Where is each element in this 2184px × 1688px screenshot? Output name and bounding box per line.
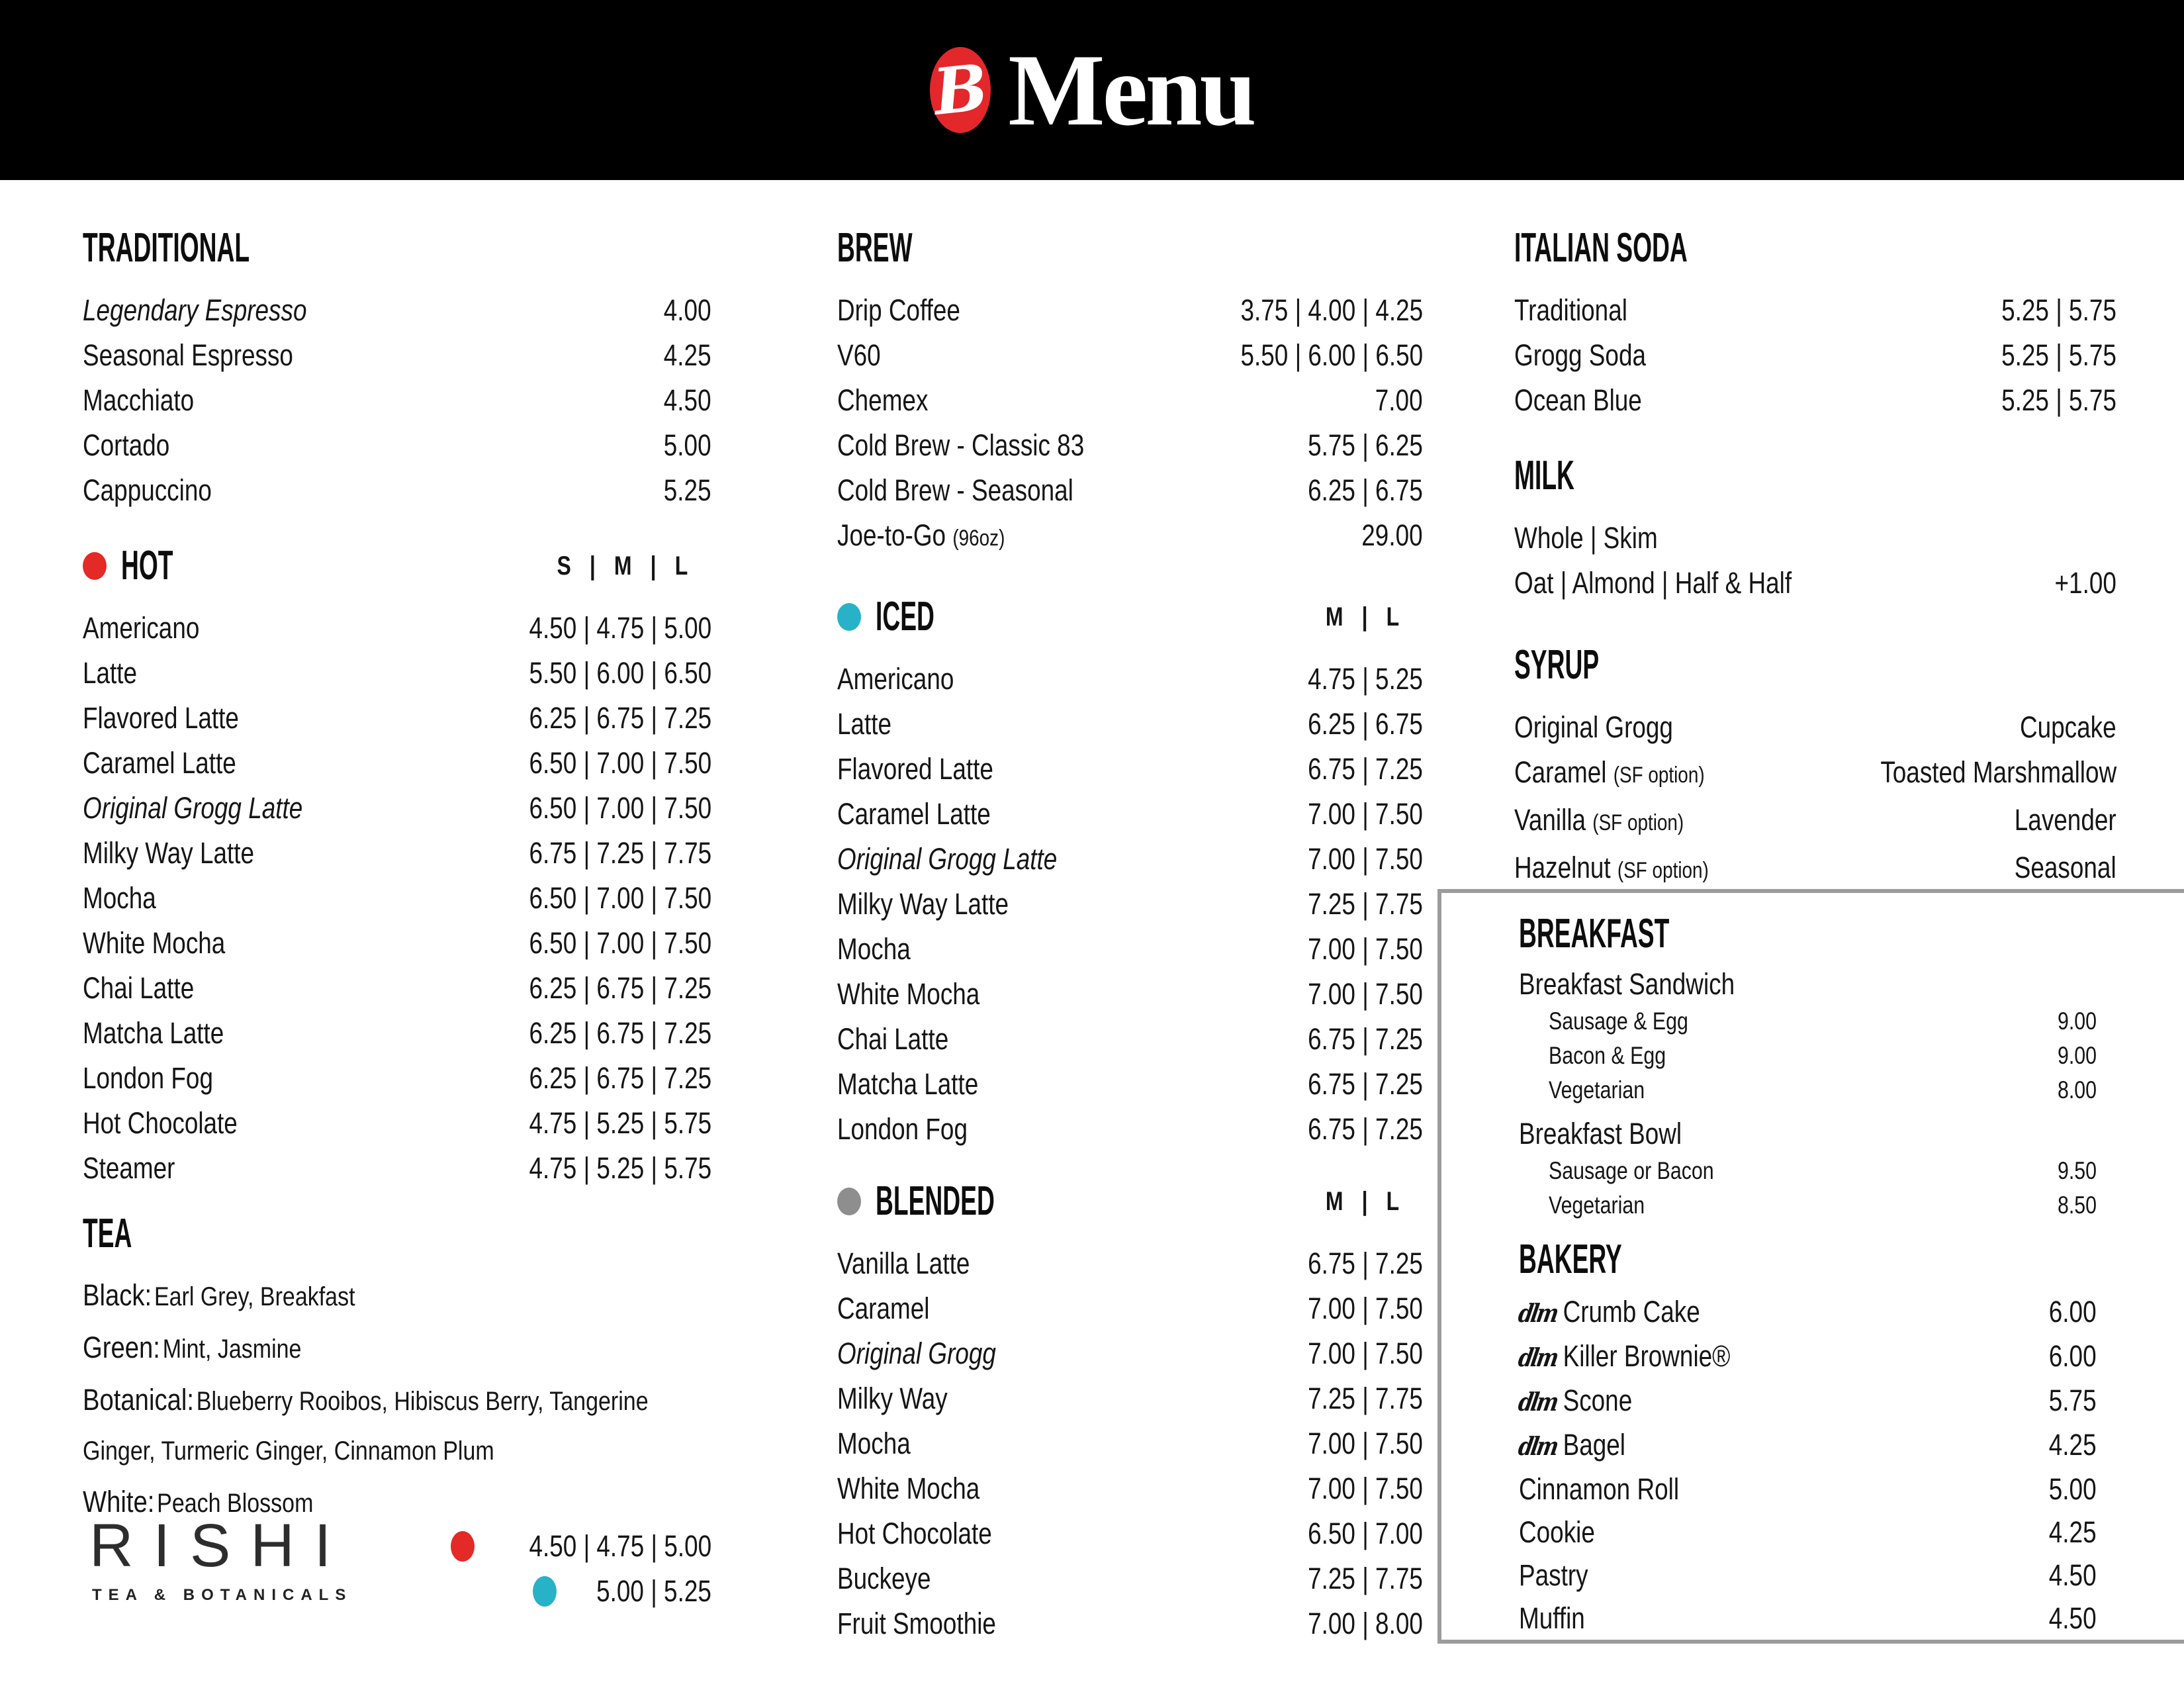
bakery-list bbox=[1516, 1290, 2097, 1640]
item-label: Traditional bbox=[1514, 293, 1627, 327]
item-price: 6.75 | 7.25 | 7.75 bbox=[529, 836, 711, 870]
item-label: Hot Chocolate bbox=[837, 1517, 992, 1550]
syrup-right: Toasted Marshmallow bbox=[1880, 755, 2116, 789]
legend-dot-icon bbox=[451, 1531, 475, 1562]
item-price: 4.50 bbox=[2049, 1558, 2097, 1592]
menu-item-row bbox=[837, 1511, 1423, 1556]
item-label: Sausage & Egg bbox=[1549, 1008, 1688, 1035]
tea-row: Black: Earl Grey, Breakfast bbox=[83, 1278, 355, 1312]
item-label: Chemex bbox=[837, 383, 929, 417]
syrup-row bbox=[1514, 750, 2116, 798]
item-price: 6.75 | 7.25 bbox=[1308, 1022, 1423, 1056]
italian-soda-list bbox=[1514, 288, 2116, 423]
column-brew-iced-blended bbox=[837, 225, 1423, 1646]
menu-item-row bbox=[837, 333, 1423, 378]
menu-item-row bbox=[837, 1107, 1423, 1152]
column-soda-milk-syrup bbox=[1514, 225, 2116, 893]
syrup-left: Caramel (SF option) bbox=[1514, 755, 1705, 789]
item-price: 6.25 | 6.75 | 7.25 bbox=[529, 1061, 711, 1095]
item-price: 6.75 | 7.25 bbox=[1308, 1246, 1423, 1280]
item-price: 7.00 | 7.50 bbox=[1308, 1291, 1423, 1325]
menu-item-row bbox=[1519, 1554, 2097, 1597]
menu-item-row bbox=[83, 1101, 711, 1146]
item-price: 7.25 | 7.75 bbox=[1308, 1382, 1423, 1415]
section-title-italian-soda: ITALIAN SODA bbox=[1514, 225, 1688, 271]
size-header-ml: M | L bbox=[1325, 602, 1399, 632]
item-label: Hot Chocolate bbox=[83, 1106, 238, 1140]
hot-list bbox=[83, 606, 711, 1191]
item-label: Cold Brew - Classic 83 bbox=[837, 428, 1085, 462]
item-label: Americano bbox=[83, 611, 200, 645]
item-label: White Mocha bbox=[837, 977, 980, 1011]
syrup-left: Hazelnut (SF option) bbox=[1514, 851, 1709, 884]
menu-item-row bbox=[837, 468, 1423, 513]
item-price: 7.25 | 7.75 bbox=[1308, 1562, 1423, 1595]
menu-item-row bbox=[83, 1056, 711, 1101]
syrup-left: Vanilla (SF option) bbox=[1514, 803, 1684, 837]
menu-item-row bbox=[1516, 1335, 2097, 1379]
item-label: Ocean Blue bbox=[1514, 383, 1642, 417]
menu-item-row bbox=[1514, 516, 2116, 561]
item-price: 6.25 | 6.75 | 7.25 bbox=[529, 701, 711, 735]
size-header-ml: M | L bbox=[1325, 1186, 1399, 1216]
item-price: 29.00 bbox=[1361, 518, 1423, 552]
item-price: 8.00 bbox=[2057, 1076, 2097, 1103]
item-label: Grogg Soda bbox=[1514, 338, 1646, 372]
menu-item-row bbox=[1519, 1511, 2097, 1554]
item-price: 3.75 | 4.00 | 4.25 bbox=[1240, 293, 1423, 327]
menu-item-row bbox=[837, 1017, 1423, 1062]
section-breakfast bbox=[1519, 913, 2097, 1223]
dlm-script-icon: dlm bbox=[1516, 1431, 1559, 1461]
item-price: 4.25 bbox=[2049, 1515, 2097, 1549]
item-label: Cookie bbox=[1519, 1515, 1595, 1549]
item-price: 6.50 | 7.00 bbox=[1308, 1517, 1423, 1550]
menu-item-row bbox=[837, 378, 1423, 423]
item-label: Vegetarian bbox=[1549, 1076, 1645, 1103]
menu-item-row bbox=[1519, 964, 2097, 1004]
item-price: 7.00 | 7.50 bbox=[1308, 932, 1423, 966]
syrup-row bbox=[1514, 705, 2116, 750]
section-title-brew: BREW bbox=[837, 225, 913, 271]
item-price: 4.00 bbox=[664, 293, 711, 327]
section-traditional bbox=[83, 225, 711, 513]
item-label: Matcha Latte bbox=[83, 1016, 224, 1050]
menu-item-row bbox=[83, 921, 711, 966]
item-label: Chai Latte bbox=[83, 971, 195, 1005]
rishi-wordmark: RISHI bbox=[89, 1512, 351, 1579]
item-label: Cappuccino bbox=[83, 473, 212, 507]
item-label: Matcha Latte bbox=[837, 1067, 979, 1101]
item-price: 6.50 | 7.00 | 7.50 bbox=[529, 926, 711, 960]
item-label: Cortado bbox=[83, 428, 170, 462]
brew-list bbox=[837, 288, 1423, 561]
syrup-left: Original Grogg bbox=[1514, 710, 1673, 744]
section-title-tea: TEA bbox=[83, 1211, 132, 1256]
item-price: 4.50 bbox=[2049, 1601, 2097, 1635]
item-price: 6.75 | 7.25 bbox=[1308, 752, 1423, 786]
item-price: 4.25 bbox=[2049, 1428, 2097, 1462]
menu-item-row bbox=[1516, 1290, 2097, 1335]
legend-dot-icon bbox=[533, 1576, 557, 1607]
menu-item-row bbox=[837, 1421, 1423, 1466]
item-label: Caramel Latte bbox=[83, 746, 236, 780]
item-price: 7.25 | 7.75 bbox=[1308, 887, 1423, 921]
item-price: 4.75 | 5.25 | 5.75 bbox=[529, 1106, 711, 1140]
menu-item-row bbox=[83, 786, 711, 831]
item-label: V60 bbox=[837, 338, 881, 372]
menu-item-row bbox=[1516, 1379, 2097, 1423]
item-label: Muffin bbox=[1519, 1601, 1585, 1635]
section-title-hot: HOT bbox=[121, 543, 173, 588]
menu-item-row bbox=[1519, 1004, 2097, 1039]
menu-item-row bbox=[83, 876, 711, 921]
tea-row: Botanical: Blueberry Rooibos, Hibiscus Berry, Tangerine Ginger, Turmeric Ginger, Cinnamon Plum bbox=[83, 1383, 649, 1466]
item-label: dlm Scone bbox=[1519, 1379, 1632, 1423]
item-price: 6.25 | 6.75 | 7.25 bbox=[529, 971, 711, 1005]
item-price: 6.75 | 7.25 bbox=[1308, 1112, 1423, 1146]
milk-list bbox=[1514, 516, 2116, 606]
section-syrup bbox=[1514, 642, 2116, 893]
item-label: Steamer bbox=[83, 1151, 175, 1185]
rishi-tagline: TEA & BOTANICALS bbox=[92, 1586, 353, 1604]
item-price: 7.00 bbox=[1375, 383, 1423, 417]
item-label: Fruit Smoothie bbox=[837, 1607, 996, 1640]
item-label: Joe-to-Go (96oz) bbox=[837, 518, 1005, 552]
menu-item-row bbox=[1514, 561, 2116, 606]
item-price: 9.00 bbox=[2057, 1042, 2097, 1069]
price-legend bbox=[83, 1524, 711, 1614]
item-label: White Mocha bbox=[83, 926, 226, 960]
section-title-milk: MILK bbox=[1514, 453, 1574, 498]
item-label: Seasonal Espresso bbox=[83, 338, 293, 372]
item-label: Original Grogg Latte bbox=[83, 791, 303, 825]
section-blended bbox=[837, 1178, 1423, 1646]
item-price: 6.00 bbox=[2049, 1339, 2097, 1373]
menu-item-row bbox=[837, 927, 1423, 972]
item-label: London Fog bbox=[837, 1112, 968, 1146]
item-price: 8.50 bbox=[2057, 1192, 2097, 1219]
item-label: Americano bbox=[837, 662, 954, 696]
section-title-blended: BLENDED bbox=[876, 1178, 995, 1224]
item-label: Whole | Skim bbox=[1514, 521, 1658, 555]
item-price: 6.50 | 7.00 | 7.50 bbox=[529, 746, 711, 780]
menu-item-row bbox=[1519, 1468, 2097, 1511]
menu-item-row bbox=[1519, 1073, 2097, 1107]
item-price: 5.00 bbox=[2049, 1472, 2097, 1506]
legend-row bbox=[83, 1569, 711, 1614]
menu-item-row bbox=[837, 972, 1423, 1017]
tea-list bbox=[83, 1274, 711, 1531]
menu-item-row bbox=[837, 1601, 1423, 1646]
menu-item-row bbox=[1519, 1154, 2097, 1188]
item-label: Mocha bbox=[83, 881, 156, 915]
item-price: 4.75 | 5.25 | 5.75 bbox=[529, 1151, 711, 1185]
dlm-script-icon: dlm bbox=[1516, 1387, 1559, 1417]
menu-item-row bbox=[837, 747, 1423, 792]
b-logo-icon bbox=[930, 47, 991, 133]
menu-item-row bbox=[837, 1466, 1423, 1511]
iced-list bbox=[837, 657, 1423, 1152]
size-header-sml: S | M | L bbox=[557, 551, 688, 581]
item-price: 5.75 | 6.25 bbox=[1308, 428, 1423, 462]
item-price: 5.75 bbox=[2049, 1383, 2097, 1417]
item-label: White Mocha bbox=[837, 1472, 980, 1505]
menu-item-row bbox=[83, 741, 711, 786]
item-label: Latte bbox=[83, 656, 138, 690]
item-price: 7.00 | 8.00 bbox=[1308, 1607, 1423, 1640]
menu-item-row bbox=[83, 1146, 711, 1191]
item-label: Pastry bbox=[1519, 1558, 1588, 1592]
item-label: Flavored Latte bbox=[83, 701, 239, 735]
blended-list bbox=[837, 1241, 1423, 1646]
brand-logo bbox=[929, 32, 1254, 147]
item-price: 9.50 bbox=[2057, 1157, 2097, 1184]
menu-item-row bbox=[83, 288, 711, 333]
hot-dot-icon bbox=[83, 552, 107, 580]
item-price: 4.50 bbox=[664, 383, 711, 417]
b-logo-letter: B bbox=[929, 50, 991, 130]
item-label: Original Grogg bbox=[837, 1336, 996, 1370]
item-label: Chai Latte bbox=[837, 1022, 949, 1056]
item-price: 5.25 bbox=[664, 473, 711, 507]
item-label: dlm Killer Brownie® bbox=[1519, 1335, 1730, 1379]
menu-item-row bbox=[1514, 378, 2116, 423]
item-price: 6.25 | 6.75 | 7.25 bbox=[529, 1016, 711, 1050]
menu-item-row bbox=[837, 1241, 1423, 1286]
item-label: Vanilla Latte bbox=[837, 1246, 970, 1280]
syrup-right: Cupcake bbox=[2020, 710, 2116, 744]
item-price: 5.00 bbox=[664, 428, 711, 462]
menu-item-row bbox=[1519, 1188, 2097, 1223]
menu-item-row bbox=[837, 1376, 1423, 1421]
section-bakery bbox=[1516, 1237, 2097, 1640]
item-label: Milky Way Latte bbox=[837, 887, 1009, 921]
syrup-right: Lavender bbox=[2015, 803, 2116, 837]
traditional-list bbox=[83, 288, 711, 513]
item-label: Legendary Espresso bbox=[83, 293, 307, 327]
item-label: Latte bbox=[837, 707, 892, 741]
tea-row: White: Peach Blossom bbox=[83, 1485, 314, 1519]
menu-item-row bbox=[837, 423, 1423, 468]
item-label: Bacon & Egg bbox=[1549, 1042, 1666, 1069]
item-price: 7.00 | 7.50 bbox=[1308, 977, 1423, 1011]
item-price: 6.50 | 7.00 | 7.50 bbox=[529, 791, 711, 825]
item-label: Buckeye bbox=[837, 1562, 931, 1595]
menu-item-row bbox=[837, 1286, 1423, 1331]
item-price: 6.25 | 6.75 bbox=[1308, 473, 1423, 507]
header-bar bbox=[0, 0, 2184, 180]
dlm-script-icon: dlm bbox=[1516, 1298, 1559, 1328]
item-label: Original Grogg Latte bbox=[837, 842, 1058, 876]
item-price: 9.00 bbox=[2057, 1008, 2097, 1035]
item-label: Breakfast Bowl bbox=[1519, 1117, 1682, 1150]
legend-prices: 4.50 | 4.75 | 5.00 bbox=[529, 1529, 711, 1563]
item-label: Breakfast Sandwich bbox=[1519, 967, 1735, 1001]
item-label: Caramel bbox=[837, 1291, 930, 1325]
item-price: 7.00 | 7.50 bbox=[1308, 797, 1423, 831]
item-label: dlm Crumb Cake bbox=[1519, 1290, 1700, 1335]
item-price: 5.50 | 6.00 | 6.50 bbox=[1240, 338, 1423, 372]
item-label: Caramel Latte bbox=[837, 797, 991, 831]
section-title-syrup: SYRUP bbox=[1514, 642, 1600, 688]
menu-item-row bbox=[837, 513, 1423, 561]
item-price: 5.25 | 5.75 bbox=[2001, 338, 2116, 372]
menu-item-row bbox=[83, 333, 711, 378]
section-italian-soda bbox=[1514, 225, 2116, 423]
item-label: Drip Coffee bbox=[837, 293, 960, 327]
menu-item-row bbox=[83, 696, 711, 741]
item-price: 4.25 bbox=[664, 338, 711, 372]
legend-row bbox=[83, 1524, 711, 1569]
item-label: Mocha bbox=[837, 932, 911, 966]
menu-item-row bbox=[837, 1556, 1423, 1601]
item-price: +1.00 bbox=[2054, 566, 2116, 600]
section-title-breakfast: BREAKFAST bbox=[1519, 911, 1670, 957]
item-label: London Fog bbox=[83, 1061, 213, 1095]
breakfast-list bbox=[1519, 964, 2097, 1223]
item-price: 7.00 | 7.50 bbox=[1308, 842, 1423, 876]
menu-item-row bbox=[83, 468, 711, 513]
section-iced bbox=[837, 594, 1423, 1152]
menu-item-row bbox=[1519, 1114, 2097, 1154]
section-milk bbox=[1514, 453, 2116, 606]
menu-item-row bbox=[837, 1062, 1423, 1107]
section-hot bbox=[83, 543, 711, 1191]
menu-item-row bbox=[837, 702, 1423, 747]
menu-item-row bbox=[83, 423, 711, 468]
item-label: Mocha bbox=[837, 1427, 911, 1460]
menu-item-row bbox=[83, 966, 711, 1011]
section-title-traditional: TRADITIONAL bbox=[83, 225, 250, 271]
item-price: 5.50 | 6.00 | 6.50 bbox=[529, 656, 711, 690]
menu-item-row bbox=[837, 288, 1423, 333]
item-price: 7.00 | 7.50 bbox=[1308, 1472, 1423, 1505]
syrup-row bbox=[1514, 845, 2116, 893]
item-label: Macchiato bbox=[83, 383, 195, 417]
tea-row: Green: Mint, Jasmine bbox=[83, 1331, 302, 1364]
syrup-right: Seasonal bbox=[2015, 851, 2116, 884]
section-tea bbox=[83, 1211, 711, 1531]
item-label: Milky Way Latte bbox=[83, 836, 255, 870]
menu-item-row bbox=[83, 831, 711, 876]
item-label: Oat | Almond | Half & Half bbox=[1514, 566, 1792, 600]
item-label: Milky Way bbox=[837, 1382, 948, 1415]
menu-item-row bbox=[83, 651, 711, 696]
menu-item-row bbox=[837, 1331, 1423, 1376]
section-title-iced: ICED bbox=[876, 594, 934, 639]
item-price: 5.25 | 5.75 bbox=[2001, 383, 2116, 417]
menu-item-row bbox=[83, 606, 711, 651]
item-price: 6.25 | 6.75 bbox=[1308, 707, 1423, 741]
item-label: Cinnamon Roll bbox=[1519, 1472, 1680, 1506]
menu-item-row bbox=[1514, 288, 2116, 333]
item-label: dlm Bagel bbox=[1519, 1423, 1625, 1468]
syrup-list bbox=[1514, 705, 2116, 893]
column-traditional-hot-tea bbox=[83, 225, 711, 1532]
item-price: 7.00 | 7.50 bbox=[1308, 1427, 1423, 1460]
item-label: Vegetarian bbox=[1549, 1192, 1645, 1219]
menu-item-row bbox=[837, 882, 1423, 927]
dlm-script-icon: dlm bbox=[1516, 1342, 1559, 1372]
section-brew bbox=[837, 225, 1423, 561]
menu-item-row bbox=[837, 837, 1423, 882]
breakfast-bakery-box bbox=[1437, 889, 2184, 1644]
item-price: 6.00 bbox=[2049, 1295, 2097, 1329]
item-price: 4.50 | 4.75 | 5.00 bbox=[529, 611, 711, 645]
menu-item-row bbox=[837, 792, 1423, 837]
section-title-bakery: BAKERY bbox=[1519, 1237, 1622, 1282]
item-label: Flavored Latte bbox=[837, 752, 993, 786]
menu-item-row bbox=[1514, 333, 2116, 378]
item-price: 6.50 | 7.00 | 7.50 bbox=[529, 881, 711, 915]
item-price: 5.25 | 5.75 bbox=[2001, 293, 2116, 327]
item-label: Sausage or Bacon bbox=[1549, 1157, 1714, 1184]
item-price: 4.75 | 5.25 bbox=[1308, 662, 1423, 696]
item-price: 6.75 | 7.25 bbox=[1308, 1067, 1423, 1101]
legend-prices: 5.00 | 5.25 bbox=[596, 1574, 711, 1608]
iced-dot-icon bbox=[837, 603, 861, 631]
syrup-row bbox=[1514, 798, 2116, 845]
menu-item-row bbox=[83, 378, 711, 423]
item-label: Cold Brew - Seasonal bbox=[837, 473, 1073, 507]
page-title: Menu bbox=[1008, 32, 1254, 147]
menu-item-row bbox=[837, 657, 1423, 702]
menu-item-row bbox=[1516, 1423, 2097, 1468]
blended-dot-icon bbox=[837, 1188, 861, 1215]
item-price: 7.00 | 7.50 bbox=[1308, 1336, 1423, 1370]
menu-item-row bbox=[1519, 1597, 2097, 1640]
menu-item-row bbox=[83, 1011, 711, 1056]
menu-item-row bbox=[1519, 1039, 2097, 1073]
